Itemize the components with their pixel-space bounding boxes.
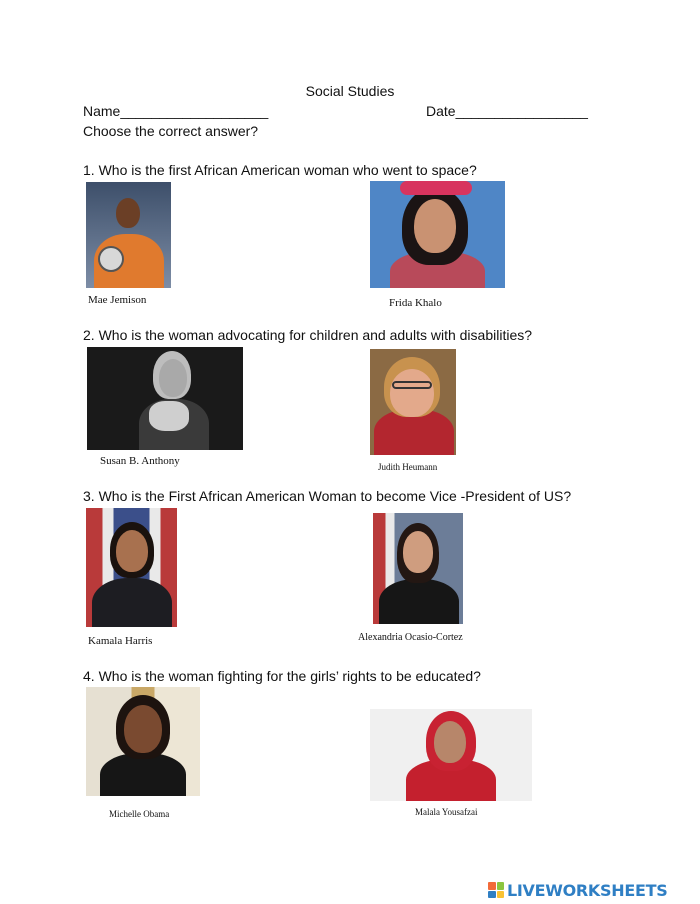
logo-text: LIVEWORKSHEETS — [507, 880, 668, 900]
option-mae-jemison-photo[interactable] — [86, 182, 171, 288]
option-susan-b-anthony-caption[interactable]: Susan B. Anthony — [100, 455, 180, 467]
question-2-text: 2. Who is the woman advocating for children and adults with disabilities? — [83, 327, 533, 343]
option-michelle-obama-caption[interactable]: Michelle Obama — [109, 809, 170, 819]
woman-portrait-icon — [124, 705, 162, 753]
option-kamala-harris-photo[interactable] — [86, 508, 177, 627]
instruction-text: Choose the correct answer? — [83, 123, 259, 139]
lace-collar-icon — [149, 401, 189, 431]
date-field[interactable]: Date_________________ — [426, 103, 588, 119]
option-judith-heumann-caption[interactable]: Judith Heumann — [378, 462, 438, 472]
suit-icon — [379, 579, 459, 624]
liveworksheets-logo[interactable] — [488, 880, 667, 900]
woman-red-scarf-portrait-icon — [434, 721, 466, 763]
woman-flower-crown-portrait-icon — [414, 199, 456, 253]
suit-icon — [92, 578, 172, 627]
option-malala-yousafzai-caption[interactable]: Malala Yousafzai — [415, 807, 478, 817]
option-susan-b-anthony-photo[interactable] — [87, 347, 243, 450]
option-frida-khalo-caption[interactable]: Frida Khalo — [389, 297, 442, 309]
option-michelle-obama-photo[interactable] — [86, 687, 200, 796]
logo-mark-icon — [488, 882, 504, 898]
woman-flags-portrait-icon — [116, 530, 148, 572]
option-frida-khalo-photo[interactable] — [370, 181, 505, 288]
woman-glasses-portrait-icon — [390, 369, 434, 417]
option-alexandria-ocasio-cortez-caption[interactable]: Alexandria Ocasio-Cortez — [358, 632, 463, 643]
logo-square-4 — [497, 891, 505, 899]
astronaut-portrait-icon — [116, 198, 140, 228]
historic-portrait-icon — [159, 359, 187, 397]
question-1-text: 1. Who is the first African American woman who went to space? — [83, 162, 477, 178]
flower-crown-icon — [400, 181, 472, 195]
worksheet-title: Social Studies — [305, 83, 395, 99]
logo-square-1 — [488, 882, 496, 890]
option-mae-jemison-caption[interactable]: Mae Jemison — [88, 294, 147, 306]
dress-icon — [100, 753, 186, 796]
question-3-text: 3. Who is the First African American Woman to become Vice -President of US? — [83, 488, 572, 504]
option-alexandria-ocasio-cortez-photo[interactable] — [373, 513, 463, 624]
name-field[interactable]: Name___________________ — [83, 103, 269, 119]
logo-square-2 — [497, 882, 505, 890]
option-kamala-harris-caption[interactable]: Kamala Harris — [88, 635, 153, 647]
woman-flag-portrait-icon — [403, 531, 433, 573]
option-judith-heumann-photo[interactable] — [370, 349, 456, 455]
glasses-icon — [392, 381, 432, 389]
helmet-icon — [98, 246, 124, 272]
logo-square-3 — [488, 891, 496, 899]
option-malala-yousafzai-photo[interactable] — [370, 709, 532, 801]
question-4-text: 4. Who is the woman fighting for the girls’ rights to be educated? — [83, 668, 481, 684]
